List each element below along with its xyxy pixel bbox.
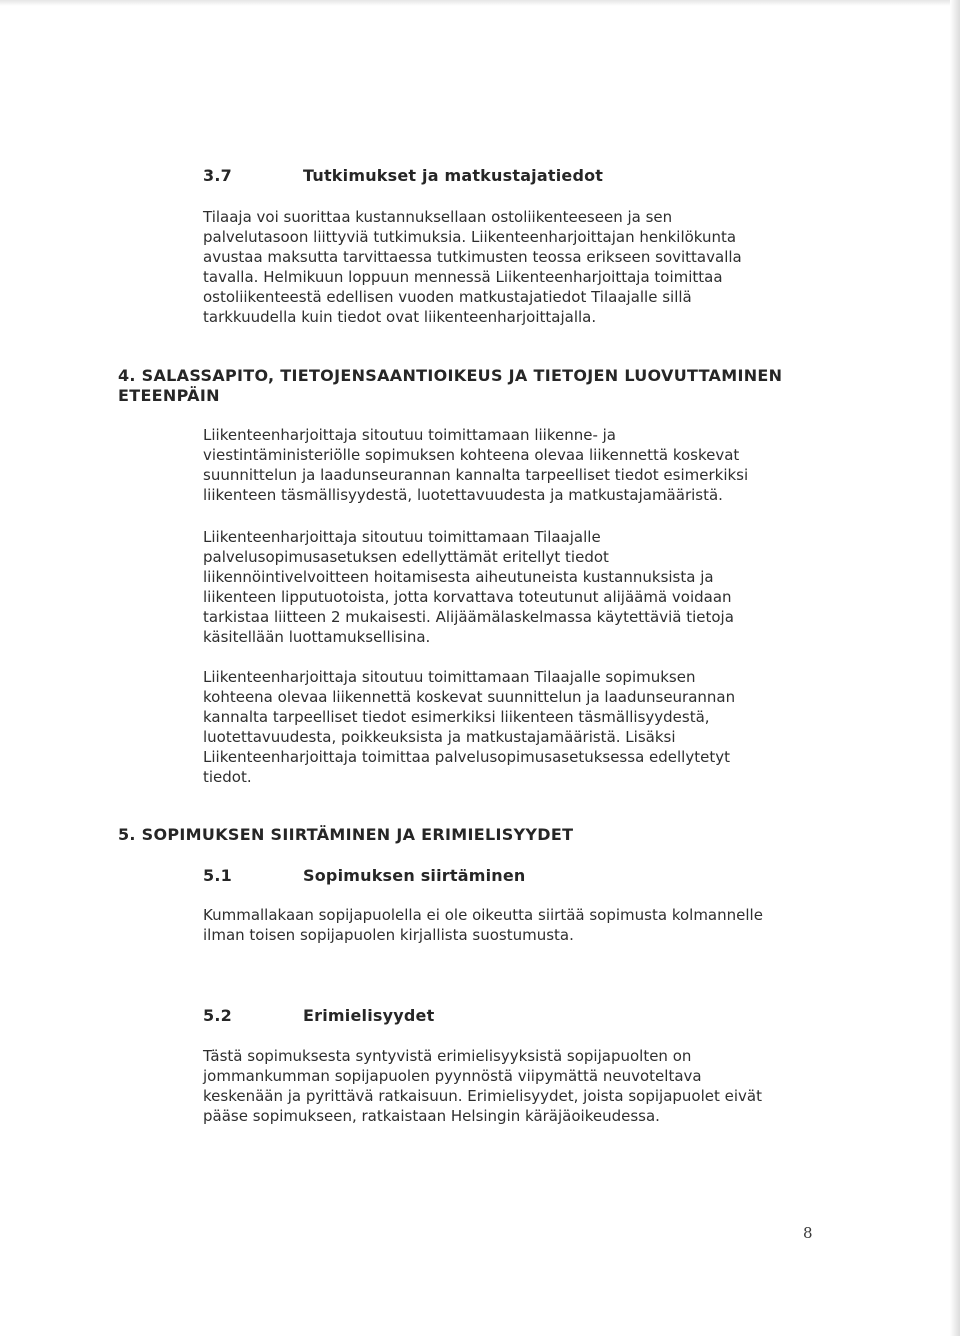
- section-4-paragraph-2: Liikenteenharjoittaja sitoutuu toimittamaan Tilaajalle palvelusopimusasetuksen edellyttämät eritellyt tiedot liikennöintivelvoitteen hoitamisesta aiheutuneista kustannuksista ja liikenteen lipputuotoista, jotta korvattava toteutunut alijäämä voidaan tarkistaa liitteen 2 mukaisesti. Alijäämälaskelmassa käytettäviä tietoja käsitellään luottamuksellisina.: [203, 528, 734, 646]
- section-3-7-title: Tutkimukset ja matkustajatiedot: [303, 166, 604, 185]
- section-5-1-number: 5.1: [203, 866, 232, 885]
- section-4-heading-line1: 4. SALASSAPITO, TIETOJENSAANTIOIKEUS JA TIETOJEN LUOVUTTAMINEN: [118, 366, 783, 385]
- section-5-heading: 5. SOPIMUKSEN SIIRTÄMINEN JA ERIMIELISYYDET: [118, 825, 574, 844]
- section-5-2-title: Erimielisyydet: [303, 1006, 435, 1025]
- section-5-1-title: Sopimuksen siirtäminen: [303, 866, 526, 885]
- section-3-7-paragraph: Tilaaja voi suorittaa kustannuksellaan ostoliikenteeseen ja sen palvelutasoon liittyviä tutkimuksia. Liikenteenharjoittajan henkilökunta avustaa maksutta tarvittaessa tutkimusten teossa erikseen sovittavalla tavalla. Helmikuun loppuun mennessä Liikenteenharjoittaja toimittaa ostoliikenteestä edellisen vuoden matkustajatiedot Tilaajalle sillä tarkkuudella kuin tiedot ovat liikenteenharjoittajalla.: [203, 208, 742, 326]
- section-4-paragraph-1: Liikenteenharjoittaja sitoutuu toimittamaan liikenne- ja viestintäministeriölle sopimuksen kohteena olevaa liikennettä koskevat suunnittelun ja laadunseurannan kannalta tarpeelliset tiedot esimerkiksi liikenteen täsmällisyydestä, luotettavuudesta ja matkustajamääristä.: [203, 426, 749, 504]
- page-number: 8: [803, 1224, 813, 1242]
- section-3-7-number: 3.7: [203, 166, 232, 185]
- section-5-2-paragraph: Tästä sopimuksesta syntyvistä erimielisyyksistä sopijapuolten on jommankumman sopijapuolen pyynnöstä viipymättä neuvoteltava keskenään ja pyrittävä ratkaisuun. Erimielisyydet, joista sopijapuolet eivät pääse sopimukseen, ratkaistaan Helsingin käräjäoikeudessa.: [203, 1047, 762, 1125]
- section-5-2-number: 5.2: [203, 1006, 232, 1025]
- scan-edge-top: [0, 0, 960, 6]
- scan-edge-right: [950, 0, 960, 1336]
- section-4-heading-line2: ETEENPÄIN: [118, 386, 220, 405]
- section-5-1-paragraph: Kummallakaan sopijapuolella ei ole oikeutta siirtää sopimusta kolmannelle ilman toisen sopijapuolen kirjallista suostumusta.: [203, 906, 763, 944]
- section-4-paragraph-3: Liikenteenharjoittaja sitoutuu toimittamaan Tilaajalle sopimuksen kohteena olevaa liikennettä koskevat suunnittelun ja laadunseurannan kannalta tarpeelliset tiedot esimerkiksi liikenteen täsmällisyydestä, luotettavuudesta, poikkeuksista ja matkustajamääristä. Lisäksi Liikenteenharjoittaja toimittaa palvelusopimusasetuksessa edellytetyt tiedot.: [203, 668, 736, 786]
